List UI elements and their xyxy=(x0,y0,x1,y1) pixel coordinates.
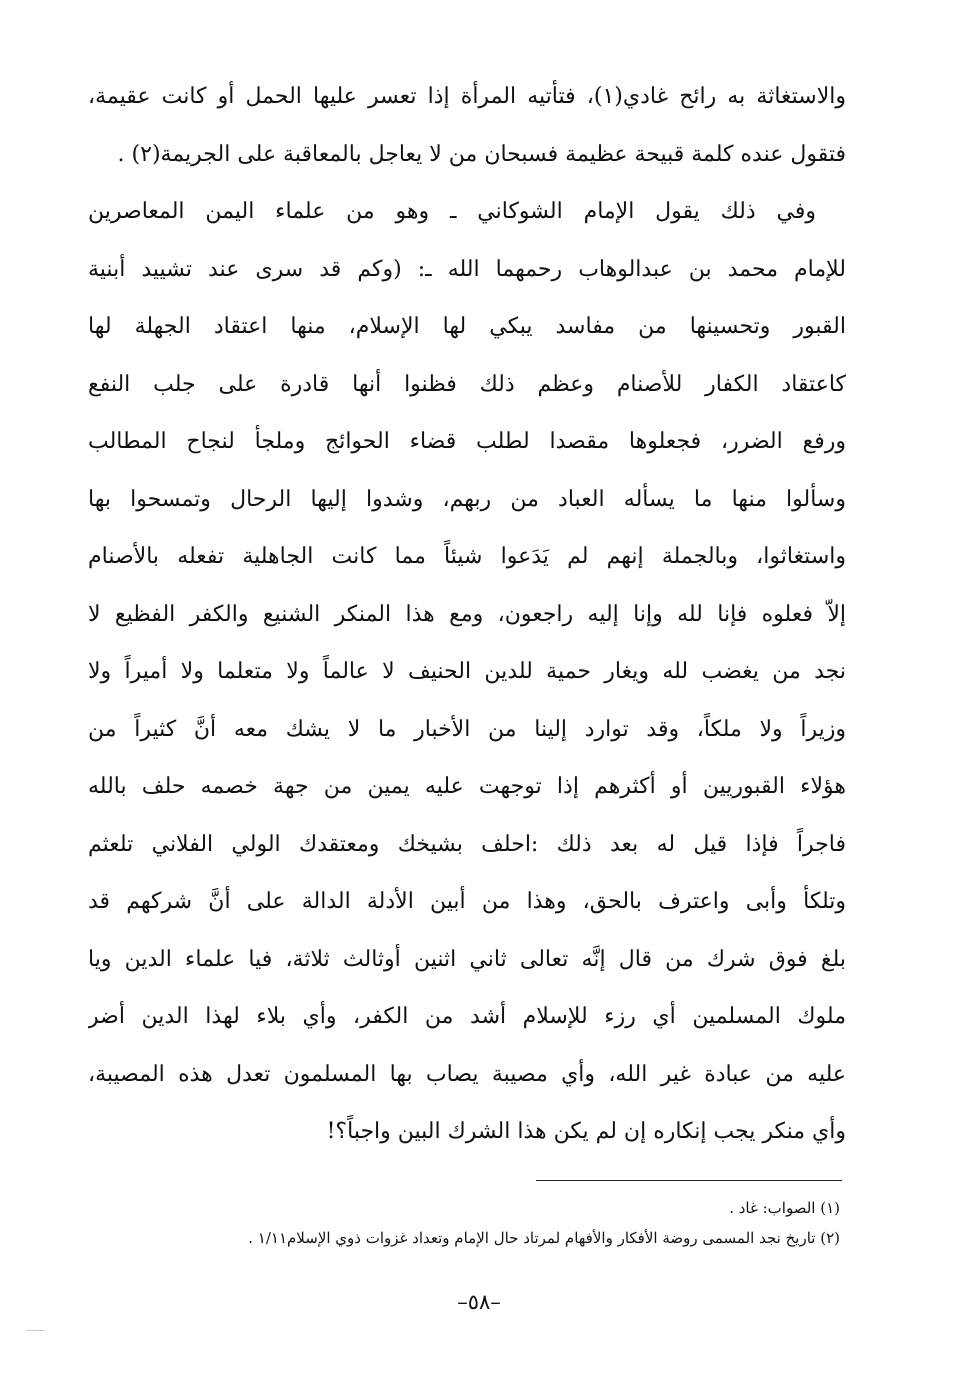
text-line-1: والاستغاثة به رائح غادي(١)، فتأتيه المرأة إذا تعسر عليها الحمل أو كانت عقيمة، xyxy=(88,84,846,109)
text-line-13: هؤلاء القبوريين أو أكثرهم إذا توجهت عليه يمين من جهة خصمه حلف بالله xyxy=(88,774,846,799)
main-text-block xyxy=(88,78,846,1171)
footnote-2: (٢) تاريخ نجد المسمى روضة الأفكار والأفهام لمرتاد حال الإمام وتعداد غزوات ذوي الإسلام١/١١ . xyxy=(248,1229,840,1247)
text-line-6: كاعتقاد الكفار للأصنام وعظم ذلك فظنوا أنها قادرة على جلب النفع xyxy=(88,371,846,397)
text-line-14: فاجراً فإذا قيل له بعد ذلك :احلف بشيخك ومعتقدك الولي الفلاني تلعثم xyxy=(88,831,846,857)
text-line-3: وفي ذلك يقول الإمام الشوكاني ـ وهو من علماء اليمن المعاصرين xyxy=(88,199,816,224)
text-line-9: واستغاثوا، وبالجملة إنهم لم يَدَعوا شيئاً مما كانت الجاهلية تفعله بالأصنام xyxy=(88,544,846,569)
text-line-10: إلاّ فعلوه فإنا لله وإنا إليه راجعون، ومع هذا المنكر الشنيع والكفر الفظيع لا xyxy=(88,601,846,627)
footnote-divider xyxy=(536,1180,842,1181)
page-number: –٥٨– xyxy=(457,1290,501,1314)
text-line-11: نجد من يغضب لله ويغار حمية للدين الحنيف لا عالماً ولا متعلما ولا أميراً ولا xyxy=(88,659,846,684)
text-line-16: بلغ فوق شرك من قال إنَّه تعالى ثاني اثنين أوثالث ثلاثة، فيا علماء الدين ويا xyxy=(88,946,846,972)
text-line-19: وأي منكر يجب إنكاره إن لم يكن هذا الشرك البين واجباً؟! xyxy=(326,1119,846,1144)
footnotes-block xyxy=(140,1196,840,1256)
footnote-1: (١) الصواب: غاد . xyxy=(729,1199,840,1217)
text-line-12: وزيراً ولا ملكاً، وقد توارد إلينا من الأخبار ما لا يشك معه أنَّ كثيراً من xyxy=(88,716,846,742)
scan-artifact xyxy=(26,1330,44,1331)
text-line-17: ملوك المسلمين أي رزء للإسلام أشد من الكفر، وأي بلاء لهذا الدين أضر xyxy=(88,1004,846,1029)
text-line-5: القبور وتحسينها من مفاسد يبكي لها الإسلام، منها اعتقاد الجهلة لها xyxy=(88,314,846,339)
text-line-18: عليه من عبادة غير الله، وأي مصيبة يصاب بها المسلمون تعدل هذه المصيبة، xyxy=(88,1061,846,1087)
text-line-2: فتقول عنده كلمة قبيحة عظيمة فسبحان من لا يعاجل بالمعاقبة على الجريمة(٢) . xyxy=(117,141,846,167)
text-line-8: وسألوا منها ما يسأله العباد من ربهم، وشدوا إليها الرحال وتمسحوا بها xyxy=(88,486,846,512)
text-line-15: وتلكأ وأبى واعترف بالحق، وهذا من أبين الأدلة الدالة على أنَّ شركهم قد xyxy=(88,889,846,914)
text-line-7: ورفع الضرر، فجعلوها مقصدا لطلب قضاء الحوائج وملجأ لنجاح المطالب xyxy=(88,429,846,454)
text-line-4: للإمام محمد بن عبدالوهاب رحمهما الله ـ: (وكم قد سرى عند تشييد أبنية xyxy=(88,256,846,282)
